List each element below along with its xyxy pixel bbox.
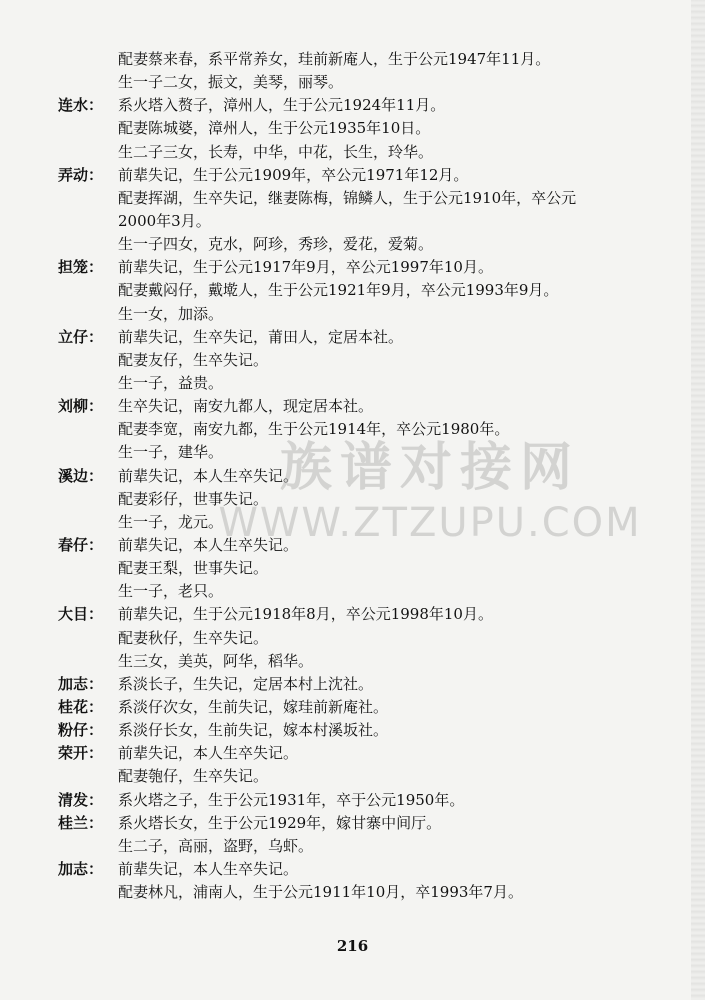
- entry-text: 系淡仔次女，生前失记，嫁珪前新庵社。: [118, 697, 389, 716]
- text-line: [58, 141, 688, 164]
- entry-text: 系淡长子，生失记，定居本村上沈社。: [118, 674, 374, 693]
- text-line: [58, 603, 688, 626]
- entry-text: 前辈失记，生卒失记，莆田人，定居本社。: [118, 327, 404, 346]
- person-name: 立仔：: [58, 327, 104, 346]
- text-line: [58, 627, 688, 650]
- text-line: [58, 534, 688, 557]
- entry-text: 配妻戴闷仔，戴墘人，生于公元1921年9月，卒公元1993年9月。: [118, 281, 559, 300]
- person-name: 荣开：: [58, 744, 104, 763]
- text-line: [58, 117, 688, 140]
- entry-text: 生一子，益贵。: [118, 373, 224, 392]
- person-name: [58, 418, 118, 441]
- entry-text: 前辈失记，生于公元1909年，卒公元1971年12月。: [118, 165, 469, 184]
- text-line: [58, 372, 688, 395]
- entry-text: 前辈失记，本人生卒失记。: [118, 859, 299, 878]
- person-name: 弄动：: [58, 165, 104, 184]
- text-line: [58, 557, 688, 580]
- text-line: [58, 465, 688, 488]
- entry-text: 前辈失记，本人生卒失记。: [118, 466, 299, 485]
- text-line: [58, 812, 688, 835]
- entry-text: 配妻友仔，生卒失记。: [118, 350, 269, 369]
- person-name: [58, 71, 118, 94]
- person-name: 加志：: [58, 674, 104, 693]
- watermark-en: WWW.ZTZUPU.COM: [218, 500, 642, 546]
- person-name: [58, 141, 118, 164]
- text-line: [58, 94, 688, 117]
- person-name: [58, 627, 118, 650]
- entry-text: 前辈失记，生于公元1917年9月，卒公元1997年10月。: [118, 258, 493, 277]
- text-line: [58, 511, 688, 534]
- entry-text: 系火塔长女，生于公元1929年，嫁甘寨中间厅。: [118, 813, 442, 832]
- text-line: [58, 279, 688, 302]
- text-line: [58, 303, 688, 326]
- entry-text: 生一女，加添。: [118, 304, 224, 323]
- text-line: [58, 742, 688, 765]
- entry-text: 生二子三女，长寿，中华，中花，长生，玲华。: [118, 142, 434, 161]
- entry-text: 2000年3月。: [118, 211, 211, 230]
- person-name: [58, 117, 118, 140]
- text-line: [58, 441, 688, 464]
- person-name: [58, 303, 118, 326]
- text-line: [58, 256, 688, 279]
- person-name: 大目：: [58, 605, 104, 624]
- person-name: [58, 372, 118, 395]
- entry-text: 生三女，美英，阿华，稻华。: [118, 651, 314, 670]
- entry-text: 配妻挥湖，生卒失记，继妻陈梅，锦鳞人，生于公元1910年，卒公元: [118, 188, 577, 207]
- entry-text: 配妻林凡，浦南人，生于公元1911年10月，卒1993年7月。: [118, 883, 523, 902]
- person-name: [58, 881, 118, 904]
- text-line: [58, 326, 688, 349]
- text-line: [58, 673, 688, 696]
- text-line: [58, 488, 688, 511]
- person-name: 连水：: [58, 96, 104, 115]
- text-line: [58, 164, 688, 187]
- entry-text: 生二子，高丽，盗野，乌虾。: [118, 836, 314, 855]
- page-number: 216: [336, 937, 369, 955]
- scan-edge: [691, 0, 705, 1000]
- genealogy-text: [58, 48, 688, 904]
- person-name: 粉仔：: [58, 721, 104, 740]
- entry-text: 系淡仔长女，生前失记，嫁本村溪坂社。: [118, 721, 389, 740]
- text-line: [58, 418, 688, 441]
- person-name: [58, 48, 118, 71]
- person-name: 溪边：: [58, 466, 104, 485]
- text-line: [58, 187, 688, 210]
- person-name: 桂花：: [58, 697, 104, 716]
- entry-text: 配妻秋仔，生卒失记。: [118, 628, 269, 647]
- text-line: [58, 210, 688, 233]
- entry-text: 配妻彩仔，世事失记。: [118, 489, 269, 508]
- person-name: 桂兰：: [58, 813, 104, 832]
- person-name: [58, 210, 118, 233]
- person-name: [58, 349, 118, 372]
- person-name: [58, 441, 118, 464]
- text-line: [58, 696, 688, 719]
- entry-text: 生一子，龙元。: [118, 512, 224, 531]
- text-line: [58, 765, 688, 788]
- person-name: [58, 187, 118, 210]
- text-line: [58, 881, 688, 904]
- person-name: [58, 835, 118, 858]
- entry-text: 配妻李宽，南安九都，生于公元1914年，卒公元1980年。: [118, 420, 510, 439]
- entry-text: 前辈失记，本人生卒失记。: [118, 535, 299, 554]
- entry-text: 生卒失记，南安九都人，现定居本社。: [118, 397, 374, 416]
- person-name: [58, 233, 118, 256]
- entry-text: 前辈失记，生于公元1918年8月，卒公元1998年10月。: [118, 605, 493, 624]
- text-line: [58, 71, 688, 94]
- person-name: [58, 279, 118, 302]
- entry-text: 配妻陈城婆，漳州人，生于公元1935年10日。: [118, 119, 431, 138]
- watermark-cn: 族谱对接网: [279, 437, 580, 498]
- person-name: [58, 765, 118, 788]
- text-line: [58, 580, 688, 603]
- person-name: [58, 580, 118, 603]
- person-name: 春仔：: [58, 535, 104, 554]
- entry-text: 系火塔之子，生于公元1931年，卒于公元1950年。: [118, 790, 465, 809]
- person-name: [58, 511, 118, 534]
- text-line: [58, 789, 688, 812]
- text-line: [58, 858, 688, 881]
- entry-text: 生一子四女，克水，阿珍，秀珍，爱花，爱菊。: [118, 235, 434, 254]
- person-name: 担笼：: [58, 258, 104, 277]
- person-name: [58, 557, 118, 580]
- text-line: [58, 233, 688, 256]
- text-line: [58, 835, 688, 858]
- entry-text: 生一子，建华。: [118, 443, 224, 462]
- person-name: [58, 488, 118, 511]
- entry-text: 配妻蔡来春，系平常养女，珪前新庵人，生于公元1947年11月。: [118, 50, 551, 68]
- text-line: [58, 349, 688, 372]
- text-line: [58, 395, 688, 418]
- person-name: 刘柳：: [58, 397, 104, 416]
- entry-text: 前辈失记，本人生卒失记。: [118, 744, 299, 763]
- person-name: [58, 650, 118, 673]
- person-name: 加志：: [58, 859, 104, 878]
- person-name: 清发：: [58, 790, 104, 809]
- text-line: [58, 48, 688, 71]
- text-line: [58, 650, 688, 673]
- entry-text: 配妻王梨，世事失记。: [118, 559, 269, 578]
- entry-text: 生一子二女，振文，美琴，丽琴。: [118, 73, 344, 92]
- text-line: [58, 719, 688, 742]
- entry-text: 配妻匏仔，生卒失记。: [118, 767, 269, 786]
- entry-text: 系火塔入赘子，漳州人，生于公元1924年11月。: [118, 96, 446, 115]
- entry-text: 生一子，老只。: [118, 582, 224, 601]
